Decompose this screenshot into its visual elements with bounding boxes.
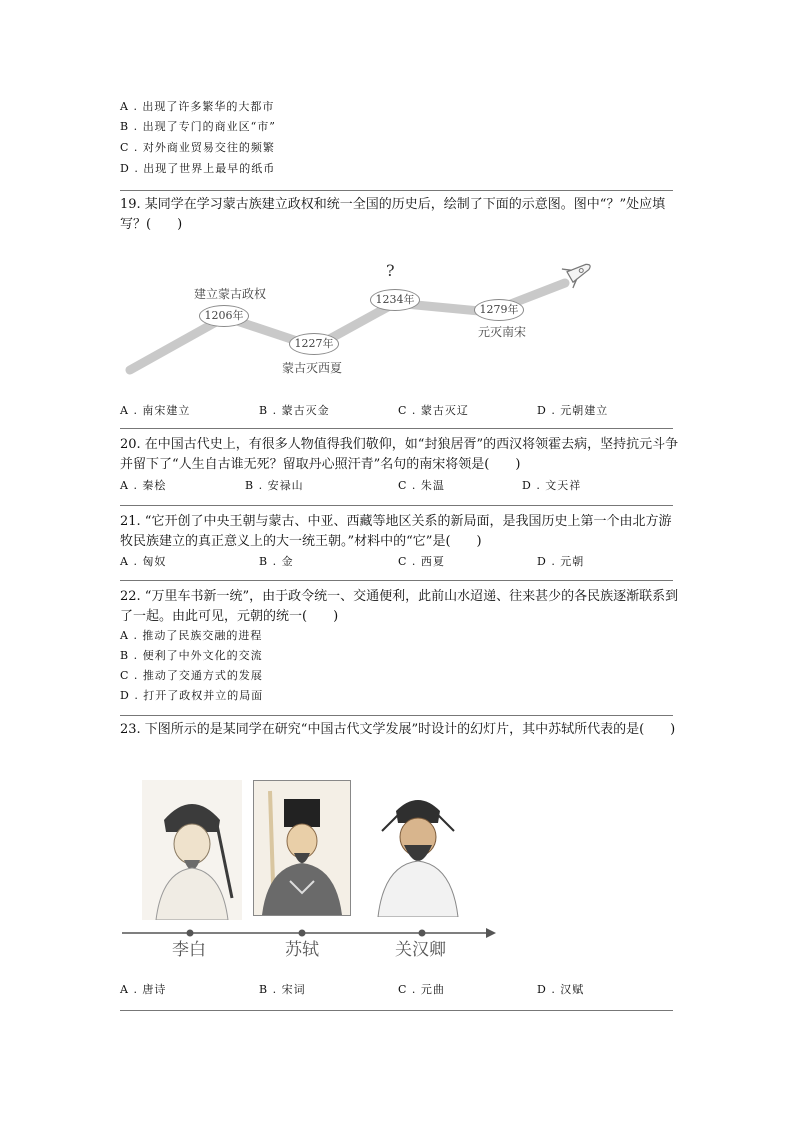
q18-option-b[interactable]: B . 出现了专门的商业区“市”	[120, 120, 276, 133]
q18-option-a[interactable]: A . 出现了许多繁华的大都市	[120, 100, 275, 113]
q20-stem: 20. 在中国古代史上，有很多人物值得我们敬仰，如“封狼居胥”的西汉将领霍去病，坚持抗元斗争并留下了“人生自古谁无死？留取丹心照汗青”名句的南宋将领是( )	[120, 437, 679, 472]
q21-option-d[interactable]: D . 元朝	[537, 555, 585, 568]
q21-stem: 21. “它开创了中央王朝与蒙古、中亚、西藏等地区关系的新局面，是我国历史上第一个由北方游牧民族建立的真正意义上的大一统王朝。”材料中的“它”是( )	[120, 514, 672, 549]
name-li-bai: 李白	[172, 940, 206, 960]
q21-option-b[interactable]: B . 金	[259, 555, 294, 568]
portrait-guan-hanqing	[368, 785, 468, 917]
q20-option-b[interactable]: B . 安禄山	[245, 479, 304, 492]
timeline-year-1234: 1234年	[370, 289, 420, 311]
q22-option-a[interactable]: A . 推动了民族交融的进程	[120, 629, 263, 642]
q18-option-c[interactable]: C . 对外商业贸易交往的频繁	[120, 141, 275, 154]
timeline-band	[120, 255, 600, 385]
q23-figure	[120, 775, 500, 975]
q19-option-a[interactable]: A . 南宋建立	[120, 404, 191, 417]
q21-option-c[interactable]: C . 西夏	[398, 555, 445, 568]
q22-option-b[interactable]: B . 便利了中外文化的交流	[120, 649, 263, 662]
q19-stem: 19. 某同学在学习蒙古族建立政权和统一全国的历史后，绘制了下面的示意图。图中“？”处应填写？( )	[120, 197, 666, 232]
divider	[120, 1010, 673, 1011]
q22-option-d[interactable]: D . 打开了政权并立的局面	[120, 689, 264, 702]
q22-stem: 22. “万里车书新一统”，由于政令统一、交通便利，此前山水迢递、往来甚少的各民族逐渐联系到了一起。由此可见，元朝的统一( )	[120, 589, 679, 624]
timeline-label-1227: 蒙古灭西夏	[282, 361, 343, 375]
portrait-su-shi	[254, 781, 350, 915]
timeline-question-mark: ?	[386, 261, 395, 280]
divider	[120, 715, 673, 716]
q19-option-b[interactable]: B . 蒙古灭金	[259, 404, 330, 417]
q20-option-d[interactable]: D . 文天祥	[522, 479, 582, 492]
q18-option-d[interactable]: D . 出现了世界上最早的纸币	[120, 162, 276, 175]
timeline-label-1279: 元灭南宋	[478, 325, 527, 339]
q23-option-d[interactable]: D . 汉赋	[537, 983, 585, 996]
q19-timeline-figure	[120, 255, 600, 385]
q22-option-c[interactable]: C . 推动了交通方式的发展	[120, 669, 263, 682]
divider	[120, 190, 673, 191]
q19-option-d[interactable]: D . 元朝建立	[537, 404, 609, 417]
name-su-shi: 苏轼	[285, 940, 319, 960]
timeline-year-1279: 1279年	[474, 299, 524, 321]
timeline-year-1206: 1206年	[199, 305, 249, 327]
q23-option-c[interactable]: C . 元曲	[398, 983, 445, 996]
timeline-label-1206: 建立蒙古政权	[194, 287, 267, 301]
q23-option-b[interactable]: B . 宋词	[259, 983, 306, 996]
q19-option-c[interactable]: C . 蒙古灭辽	[398, 404, 469, 417]
divider	[120, 505, 673, 506]
portrait-li-bai	[142, 780, 242, 920]
timeline-year-1227: 1227年	[289, 333, 339, 355]
divider	[120, 428, 673, 429]
name-guan-hanqing: 关汉卿	[395, 940, 446, 960]
q20-option-a[interactable]: A . 秦桧	[120, 479, 167, 492]
q20-option-c[interactable]: C . 朱温	[398, 479, 445, 492]
q21-option-a[interactable]: A . 匈奴	[120, 555, 167, 568]
q23-stem: 23. 下图所示的是某同学在研究“中国古代文学发展”时设计的幻灯片，其中苏轼所代表的是( )	[120, 722, 676, 737]
divider	[120, 580, 673, 581]
q23-option-a[interactable]: A . 唐诗	[120, 983, 167, 996]
portrait-su-shi-frame	[253, 780, 351, 916]
